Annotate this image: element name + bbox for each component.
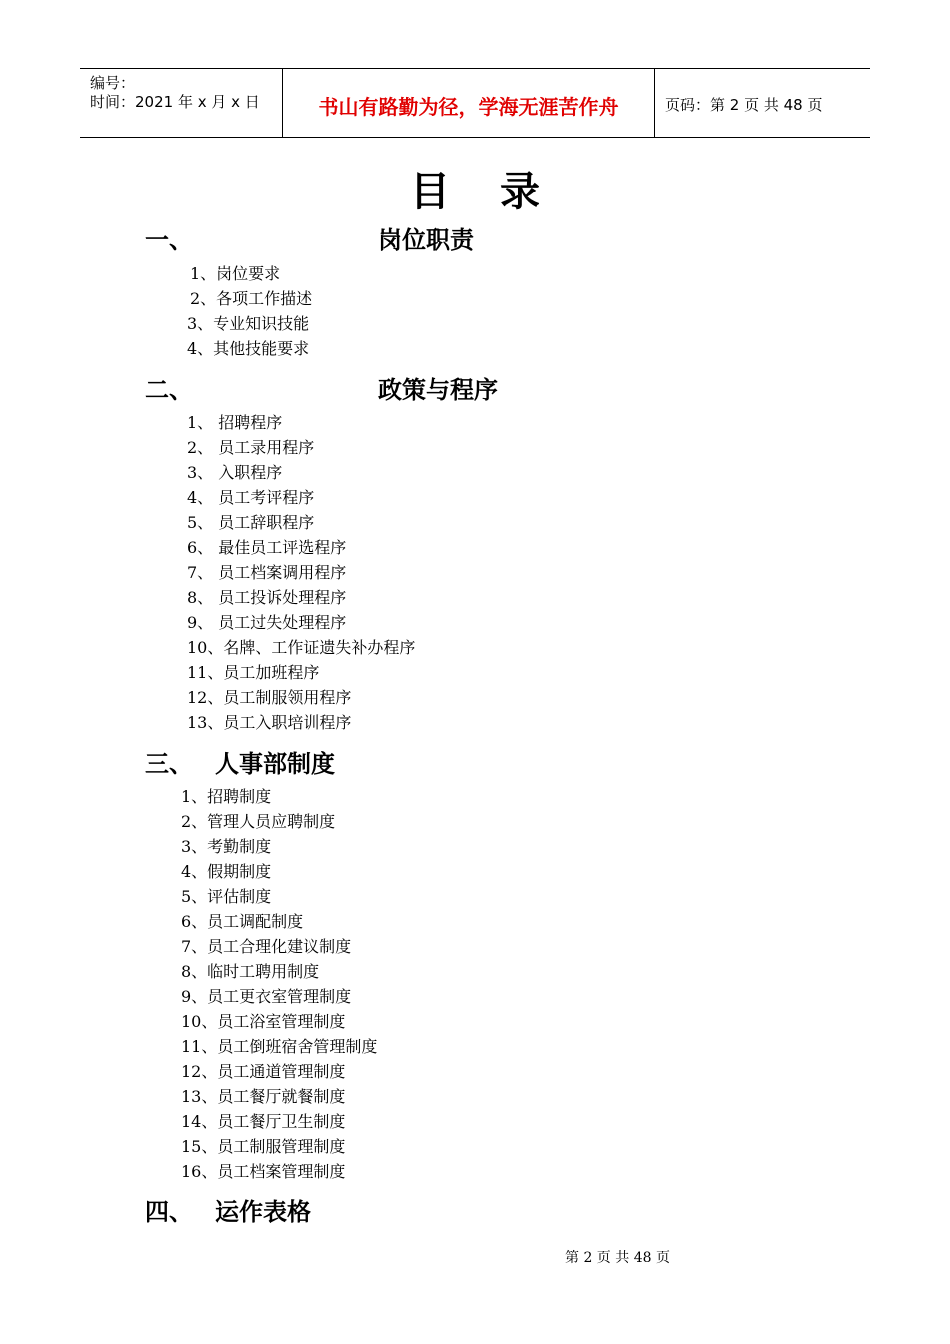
toc-item: 3、 入职程序 xyxy=(187,463,283,482)
toc-item: 10、员工浴室管理制度 xyxy=(181,1012,346,1031)
toc-item: 12、员工制服领用程序 xyxy=(187,688,352,707)
page-header xyxy=(80,68,870,138)
section-heading: 人事部制度 xyxy=(215,750,335,778)
motto: 书山有路勤为径，学海无涯苦作舟 xyxy=(318,95,619,119)
toc-item: 11、员工加班程序 xyxy=(187,663,320,682)
number-label: 编号： xyxy=(90,74,136,92)
toc-item: 2、管理人员应聘制度 xyxy=(181,812,336,831)
header-meta-cell xyxy=(80,69,283,137)
toc-item: 5、评估制度 xyxy=(181,887,272,906)
toc-item: 9、员工更衣室管理制度 xyxy=(181,987,352,1006)
toc-item: 4、假期制度 xyxy=(181,862,272,881)
toc-item: 7、员工合理化建议制度 xyxy=(181,937,352,956)
toc-item: 12、员工通道管理制度 xyxy=(181,1062,346,1081)
toc-item: 9、 员工过失处理程序 xyxy=(187,613,347,632)
toc-item: 6、员工调配制度 xyxy=(181,912,304,931)
toc-item: 8、 员工投诉处理程序 xyxy=(187,588,347,607)
time-label: 时间：2021 年 x 月 x 日 xyxy=(90,93,260,111)
section-heading: 政策与程序 xyxy=(378,376,498,404)
toc-item: 3、专业知识技能 xyxy=(187,314,310,333)
toc-item: 3、考勤制度 xyxy=(181,837,272,856)
toc-item: 1、招聘制度 xyxy=(181,787,272,806)
toc-item: 10、名牌、工作证遗失补办程序 xyxy=(187,638,416,657)
section-heading: 运作表格 xyxy=(215,1198,311,1226)
toc-item: 6、 最佳员工评选程序 xyxy=(187,538,347,557)
toc-item: 15、员工制服管理制度 xyxy=(181,1137,346,1156)
toc-item: 5、 员工辞职程序 xyxy=(187,513,315,532)
toc-item: 14、员工餐厅卫生制度 xyxy=(181,1112,346,1131)
toc-item: 4、其他技能要求 xyxy=(187,339,310,358)
page-info: 页码：第 2 页 共 48 页 xyxy=(665,96,823,114)
toc-item: 1、 招聘程序 xyxy=(187,413,283,432)
toc-item: 13、员工入职培训程序 xyxy=(187,713,352,732)
section-heading: 岗位职责 xyxy=(378,226,474,254)
toc-item: 1、岗位要求 xyxy=(190,264,281,283)
toc-item: 4、 员工考评程序 xyxy=(187,488,315,507)
toc-item: 2、 员工录用程序 xyxy=(187,438,315,457)
toc-item: 2、各项工作描述 xyxy=(190,289,313,308)
toc-item: 11、员工倒班宿舍管理制度 xyxy=(181,1037,378,1056)
header-motto-cell xyxy=(283,69,655,137)
toc-item: 16、员工档案管理制度 xyxy=(181,1162,346,1181)
page-title: 目录 xyxy=(410,169,590,215)
toc-item: 7、 员工档案调用程序 xyxy=(187,563,347,582)
section-numeral: 一、 xyxy=(145,226,193,254)
page-footer: 第 2 页 共 48 页 xyxy=(565,1250,670,1266)
header-page-cell xyxy=(655,69,870,137)
toc-item: 13、员工餐厅就餐制度 xyxy=(181,1087,346,1106)
toc-item: 8、临时工聘用制度 xyxy=(181,962,320,981)
section-numeral: 二、 xyxy=(145,376,193,404)
section-numeral: 三、 xyxy=(145,750,193,778)
section-numeral: 四、 xyxy=(145,1198,193,1226)
